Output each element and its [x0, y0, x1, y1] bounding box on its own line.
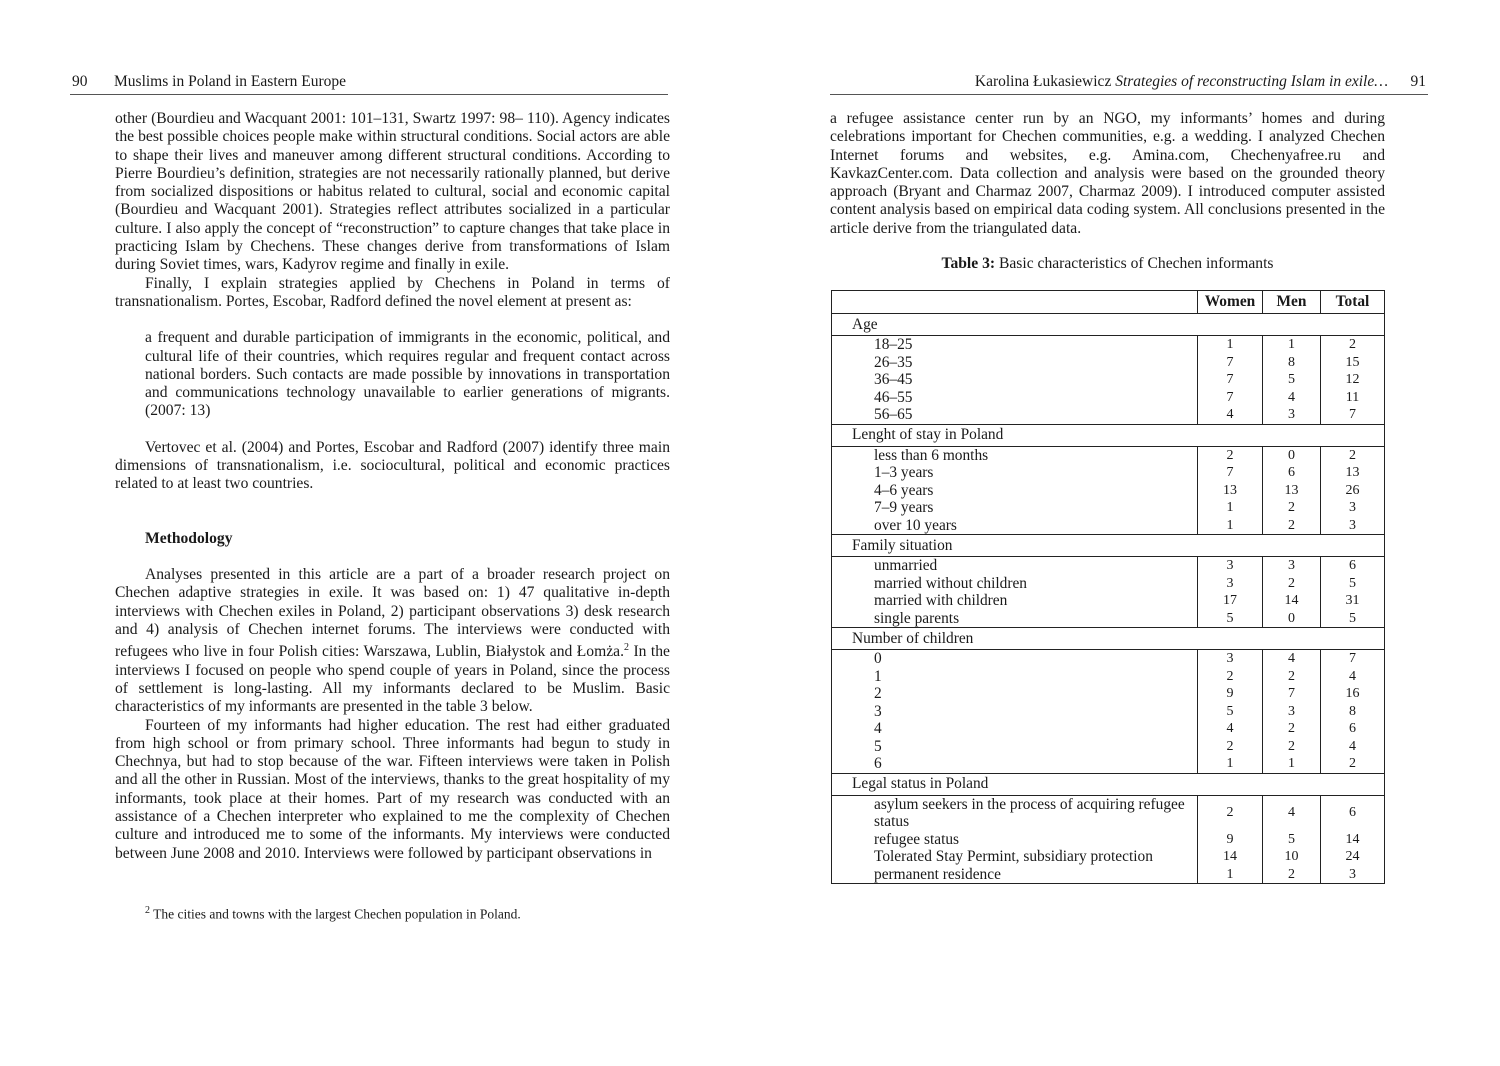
row-label: 56–65: [874, 406, 913, 423]
cell-total: 16: [1321, 685, 1385, 703]
cell-men: 5: [1263, 831, 1321, 849]
column-header-men: Men: [1263, 291, 1321, 314]
table-header-row: [832, 291, 1385, 314]
cell-women: 9: [1198, 831, 1263, 849]
cell-men: 13: [1263, 482, 1321, 500]
row-label: 1: [874, 667, 882, 685]
table-group-title: Age: [832, 314, 1385, 336]
running-title: Strategies of reconstructing Islam in exile…: [1115, 73, 1388, 90]
table-corner-cell: [832, 291, 1198, 314]
table-group-title: Number of children: [832, 628, 1385, 650]
cell-women: 7: [1198, 389, 1263, 407]
table-group-title: Legal status in Poland: [832, 773, 1385, 795]
cell-women: 1: [1198, 517, 1263, 535]
right-page: [750, 0, 1500, 1066]
cell-men: 0: [1263, 610, 1321, 628]
row-label: 4–6 years: [874, 481, 934, 499]
paragraph: a refugee assistance center run by an NGO, my informants’ homes and during celebrations important for Chechen communities, e.g. a wedding. I analyzed Chechen Internet forums and websites, e.g. Amina.com, Chechenyafree.ru and KavkazCenter.com. Data collection and analysis were based on the grounded theory approach (Bryant and Charmaz 2007, Charmaz 2009). I introduced computer assisted content analysis based on empirical data coding system. All conclusions presented in the article derive from the triangulated data.: [830, 110, 1385, 237]
table-row: [832, 336, 1385, 354]
cell-total: 7: [1321, 406, 1385, 424]
table-row: [832, 703, 1385, 721]
cell-total: 6: [1321, 795, 1385, 831]
cell-total: 7: [1321, 650, 1385, 668]
page-number: 90: [72, 73, 88, 90]
row-label: 46–55: [874, 388, 913, 406]
table-row: [832, 446, 1385, 464]
table-group-row: [832, 535, 1385, 557]
paragraph: Finally, I explain strategies applied by Chechens in Poland in terms of transnationalism. Portes, Escobar, Radford defined the novel element at present as:: [115, 274, 670, 310]
table-row: [832, 668, 1385, 686]
cell-total: 5: [1321, 575, 1385, 593]
cell-men: 2: [1263, 499, 1321, 517]
cell-men: 3: [1263, 557, 1321, 575]
row-label: refugee status: [874, 830, 960, 848]
body-text-right: [830, 110, 1385, 238]
footnote-number: 2: [145, 905, 150, 916]
cell-total: 15: [1321, 354, 1385, 372]
table-caption-text: Basic characteristics of Chechen informants: [998, 255, 1274, 272]
cell-women: 7: [1198, 354, 1263, 372]
paragraph: Vertovec et al. (2004) and Portes, Escobar and Radford (2007) identify three main dimensions of transnationalism, i.e. sociocultural, political and economic practices related to at least two countries.: [115, 438, 670, 493]
cell-total: 8: [1321, 703, 1385, 721]
cell-total: 13: [1321, 464, 1385, 482]
cell-men: 2: [1263, 720, 1321, 738]
cell-men: 8: [1263, 354, 1321, 372]
table-row: [832, 517, 1385, 535]
cell-women: 2: [1198, 446, 1263, 464]
page-number: 91: [1410, 73, 1426, 90]
table-row: [832, 557, 1385, 575]
table-group-title: Family situation: [832, 535, 1385, 557]
informants-table: [831, 290, 1385, 884]
table-group-row: [832, 314, 1385, 336]
table-row: [832, 464, 1385, 482]
cell-women: 13: [1198, 482, 1263, 500]
cell-total: 2: [1321, 336, 1385, 354]
cell-total: 5: [1321, 610, 1385, 628]
cell-women: 5: [1198, 610, 1263, 628]
table-caption: [830, 255, 1385, 273]
cell-men: 2: [1263, 738, 1321, 756]
cell-men: 2: [1263, 668, 1321, 686]
running-author: Karolina Łukasiewicz: [974, 73, 1112, 90]
table-row: [832, 685, 1385, 703]
footnote-marker: 2: [623, 642, 629, 654]
cell-total: 12: [1321, 371, 1385, 389]
row-label: married without children: [874, 574, 1028, 592]
cell-women: 3: [1198, 575, 1263, 593]
table-row: [832, 575, 1385, 593]
row-label: 7–9 years: [874, 499, 934, 516]
cell-men: 2: [1263, 517, 1321, 535]
cell-total: 2: [1321, 755, 1385, 773]
table-row: [832, 482, 1385, 500]
cell-total: 3: [1321, 517, 1385, 535]
cell-men: 10: [1263, 848, 1321, 866]
cell-total: 4: [1321, 668, 1385, 686]
row-label: Tolerated Stay Permint, subsidiary protection: [874, 848, 1153, 865]
cell-women: 2: [1198, 668, 1263, 686]
row-label: 26–35: [874, 353, 913, 371]
table-group-title: Lenght of stay in Poland: [832, 424, 1385, 446]
cell-women: 1: [1198, 499, 1263, 517]
row-label: 1–3 years: [874, 464, 934, 481]
row-label: 4: [874, 720, 882, 737]
body-text-left: [115, 110, 670, 863]
cell-women: 1: [1198, 336, 1263, 354]
row-label: 0: [874, 650, 882, 667]
row-label: 6: [874, 755, 882, 772]
cell-men: 7: [1263, 685, 1321, 703]
row-label: less than 6 months: [874, 446, 989, 464]
row-label: single parents: [874, 609, 960, 627]
cell-total: 3: [1321, 866, 1385, 884]
footnote-text: The cities and towns with the largest Chechen population in Poland.: [153, 906, 521, 922]
cell-men: 2: [1263, 575, 1321, 593]
cell-men: 4: [1263, 795, 1321, 831]
row-label: 5: [874, 737, 882, 755]
table-row: [832, 371, 1385, 389]
table-row: [832, 406, 1385, 424]
cell-men: 0: [1263, 446, 1321, 464]
row-label: over 10 years: [874, 516, 957, 534]
cell-women: 3: [1198, 650, 1263, 668]
cell-women: 9: [1198, 685, 1263, 703]
cell-men: 4: [1263, 389, 1321, 407]
table-group-row: [832, 628, 1385, 650]
table-row: [832, 831, 1385, 849]
cell-total: 6: [1321, 720, 1385, 738]
row-label: married with children: [874, 592, 1008, 609]
table-row: [832, 866, 1385, 884]
table-caption-label: Table 3:: [941, 255, 996, 272]
cell-men: 4: [1263, 650, 1321, 668]
cell-men: 2: [1263, 866, 1321, 884]
cell-men: 1: [1263, 755, 1321, 773]
paragraph-text: Analyses presented in this article are a part of a broader research project on Chechen adaptive strategies in exile. It was based on: 1) 47 qualitative in-depth interviews with Chechen exiles in Poland, 2) participant observations 3) desk research and 4) analysis of Chechen internet forums. The interviews were conducted with refugees who live in four Polish cities: Warszawa, Lublin, Białystok and Łomża.: [115, 565, 670, 661]
cell-women: 1: [1198, 866, 1263, 884]
row-label: asylum seekers in the process of acquiring refugee status: [874, 795, 1185, 830]
table-row: [832, 848, 1385, 866]
table-row: [832, 795, 1385, 831]
cell-total: 11: [1321, 389, 1385, 407]
table-row: [832, 738, 1385, 756]
row-label: 2: [874, 685, 882, 702]
cell-total: 4: [1321, 738, 1385, 756]
table-row: [832, 592, 1385, 610]
table-row: [832, 610, 1385, 628]
paragraph-text: In the interviews I focused on people who spend couple of years in Poland, since the process of settlement is long-lasting. All my informants declared to be Muslim. Basic characteristics of my informants are presented in the table 3 below.: [115, 643, 670, 716]
table-row: [832, 389, 1385, 407]
cell-total: 14: [1321, 831, 1385, 849]
cell-women: 4: [1198, 720, 1263, 738]
table-row: [832, 755, 1385, 773]
cell-women: 1: [1198, 755, 1263, 773]
table-group-row: [832, 424, 1385, 446]
cell-women: 2: [1198, 795, 1263, 831]
cell-women: 14: [1198, 848, 1263, 866]
row-label: unmarried: [874, 557, 938, 574]
cell-women: 17: [1198, 592, 1263, 610]
cell-total: 24: [1321, 848, 1385, 866]
table-row: [832, 720, 1385, 738]
column-header-women: Women: [1198, 291, 1263, 314]
cell-total: 6: [1321, 557, 1385, 575]
row-label: 36–45: [874, 371, 913, 388]
table-row: [832, 499, 1385, 517]
cell-men: 1: [1263, 336, 1321, 354]
row-label: 3: [874, 702, 882, 720]
cell-total: 2: [1321, 446, 1385, 464]
running-head: [975, 72, 1388, 92]
table-row: [832, 354, 1385, 372]
cell-women: 7: [1198, 464, 1263, 482]
cell-men: 5: [1263, 371, 1321, 389]
table-row: [832, 650, 1385, 668]
cell-men: 6: [1263, 464, 1321, 482]
paragraph: Fourteen of my informants had higher education. The rest had either graduated from high school or from primary school. Three informants had begun to study in Chechnya, but had to stop because of the war. Fifteen interviews were taken in Polish and all the other in Russian. Most of the interviews, thanks to the great hospitality of my informants, took place at their homes. Part of my research was conducted with an assistance of a Chechen interpreter who explained to me the complexity of Chechen culture and introduced me to some of the informants. My interviews were conducted between June 2008 and 2010. Interviews were followed by participant observations in: [115, 716, 670, 862]
row-label: 18–25: [874, 336, 913, 353]
paragraph: other (Bourdieu and Wacquant 2001: 101–131, Swartz 1997: 98– 110). Agency indicates the best possible choices people make within structural conditions. Social actors are able to shape their lives and maneuver among different structural conditions. According to Pierre Bourdieu’s definition, strategies are not necessarily rationally planned, but derive from socialized dispositions or habitus related to cultural, social and economic capital (Bourdieu and Wacquant 2001). Strategies reflect attributes socialized in a particular culture. I also apply the concept of “reconstruction” to capture changes that take place in practicing Islam by Chechens. These changes derive from transformations of Islam during Soviet times, wars, Kadyrov regime and finally in exile.: [115, 110, 670, 274]
cell-men: 3: [1263, 703, 1321, 721]
column-header-total: Total: [1321, 291, 1385, 314]
cell-women: 4: [1198, 406, 1263, 424]
footnote: [145, 905, 670, 923]
running-head: Muslims in Poland in Eastern Europe: [114, 73, 347, 90]
cell-total: 31: [1321, 592, 1385, 610]
cell-women: 2: [1198, 738, 1263, 756]
block-quote: a frequent and durable participation of immigrants in the economic, political, and cultural life of their countries, which requires regular and frequent contact across national borders. Such contacts are made possible by innovations in transportation and communications technology unavailable to earlier generations of migrants. (2007: 13): [145, 329, 670, 420]
cell-total: 26: [1321, 482, 1385, 500]
row-label: permanent residence: [874, 865, 1001, 883]
cell-women: 5: [1198, 703, 1263, 721]
cell-women: 3: [1198, 557, 1263, 575]
running-header-left: [70, 72, 668, 95]
table-group-row: [832, 773, 1385, 795]
running-header-right: [830, 72, 1428, 95]
cell-women: 7: [1198, 371, 1263, 389]
paragraph: [115, 566, 670, 717]
cell-men: 14: [1263, 592, 1321, 610]
cell-men: 3: [1263, 406, 1321, 424]
cell-total: 3: [1321, 499, 1385, 517]
section-heading: Methodology: [145, 529, 233, 547]
